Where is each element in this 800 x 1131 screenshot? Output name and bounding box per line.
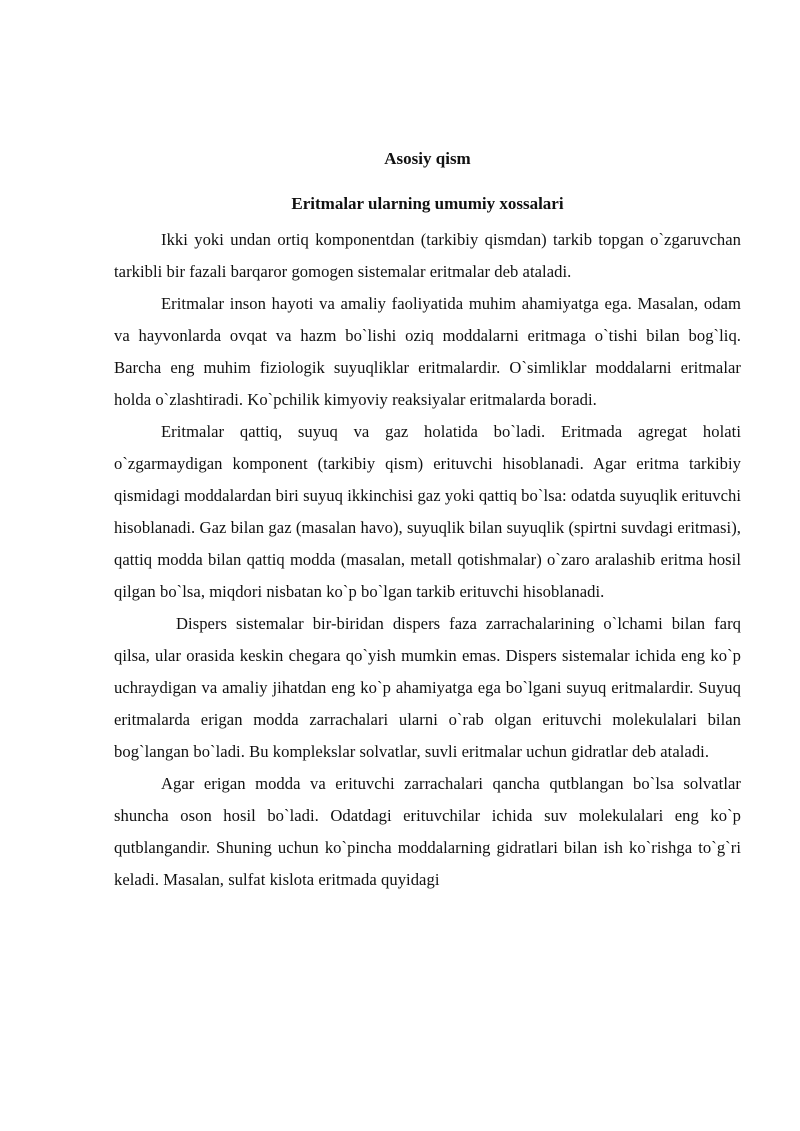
paragraph-3: Eritmalar qattiq, suyuq va gaz holatida bo`ladi. Eritmada agregat holati o`zgarmaydigan komponent (tarkibiy qism) erituvchi hisoblanadi. Agar eritma tarkibiy qismidagi moddalardan biri suyuq ikkinchisi gaz yoki qattiq bo`lsa: odatda suyuqlik erituvchi hisoblanadi. Gaz bilan gaz (masalan havo), suyuqlik bilan suyuqlik (spirtni suvdagi eritmasi), qattiq modda bilan qattiq modda (masalan, metall qotishmalar) o`zaro aralashib eritma hosil qilgan bo`lsa, miqdori nisbatan ko`p bo`lgan tarkib erituvchi hisoblanadi.: [114, 422, 741, 601]
section-subtitle: Eritmalar ularning umumiy xossalari: [291, 194, 564, 213]
paragraph-2: Eritmalar inson hayoti va amaliy faoliyatida muhim ahamiyatga ega. Masalan, odam va hayvonlarda ovqat va hazm bo`lishi oziq moddalarni eritmaga o`tishi bilan bog`liq. Barcha eng muhim fiziologik suyuqliklar eritmalardir. O`simliklar moddalarni eritmalar holda o`zlashtiradi. Ko`pchilik kimyoviy reaksiyalar eritmalarda boradi.: [114, 294, 741, 409]
paragraph-5: Agar erigan modda va erituvchi zarrachalari qancha qutblangan bo`lsa solvatlar shuncha oson hosil bo`ladi. Odatdagi erituvchilar ichida suv molekulalari eng ko`p qutblangandir. Shuning uchun ko`pincha moddalarning gidratlari bilan ish ko`rishga to`g`ri keladi. Masalan, sulfat kislota eritmada quyidagi: [114, 774, 741, 889]
paragraph-4: Dispers sistemalar bir-biridan dispers faza zarrachalarining o`lchami bilan farq qilsa, ular orasida keskin chegara qo`yish mumkin emas. Dispers sistemalar ichida eng ko`p uchraydigan va amaliy jihatdan eng ko`p ahamiyatga ega bo`lgani suyuq eritmalardir. Suyuq eritmalarda erigan modda zarrachalari ularni o`rab olgan erituvchi molekulalari bilan bog`langan bo`ladi. Bu komplekslar solvatlar, suvli eritmalar uchun gidratlar deb ataladi.: [114, 614, 741, 761]
paragraph-1: Ikki yoki undan ortiq komponentdan (tarkibiy qismdan) tarkib topgan o`zgaruvchan tarkibli bir fazali barqaror gomogen sistemalar eritmalar deb ataladi.: [114, 230, 741, 281]
section-title: Asosiy qism: [384, 149, 471, 168]
document-page: [114, 148, 741, 896]
